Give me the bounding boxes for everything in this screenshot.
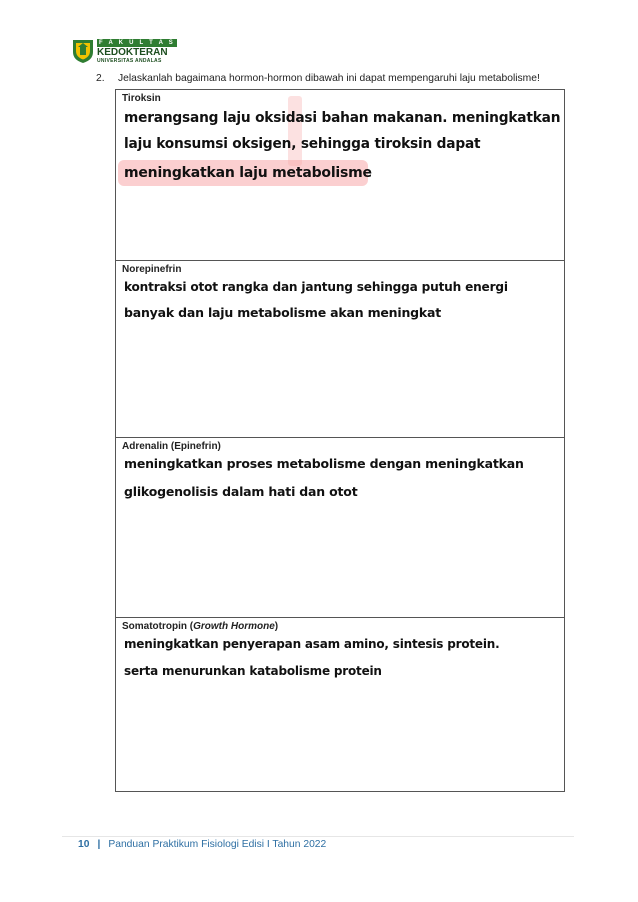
answer-cell-norepinefrin — [116, 260, 564, 437]
logo-university-text: UNIVERSITAS ANDALAS — [97, 57, 162, 64]
handwritten-answer-line: merangsang laju oksidasi bahan makanan. meningkatkan — [124, 110, 561, 126]
question-text: Jelaskanlah bagaimana hormon-hormon dibawah ini dapat mempengaruhi laju metabolisme! — [118, 73, 540, 84]
handwritten-answer-line: glikogenolisis dalam hati dan otot — [124, 484, 358, 499]
handwritten-answer-line: meningkatkan penyerapan asam amino, sintesis protein. — [124, 637, 500, 651]
footer-title: Panduan Praktikum Fisiologi Edisi I Tahun 2022 — [108, 839, 327, 850]
faculty-logo — [72, 38, 177, 64]
handwritten-answer-line: serta menurunkan katabolisme protein — [124, 664, 382, 678]
logo-name-text: KEDOKTERAN — [97, 46, 168, 58]
handwritten-answer-line: meningkatkan laju metabolisme — [124, 165, 372, 181]
footer-separator: | — [97, 839, 101, 850]
section-label: Tiroksin — [122, 93, 161, 104]
footer-divider — [62, 836, 574, 837]
answer-cell-tiroksin — [116, 90, 564, 260]
handwritten-answer-line: meningkatkan proses metabolisme dengan meningkatkan — [124, 456, 524, 471]
handwritten-answer-line: laju konsumsi oksigen, sehingga tiroksin dapat — [124, 136, 481, 152]
page-number: 10 — [78, 839, 90, 850]
section-label: Somatotropin (Growth Hormone) — [122, 621, 279, 632]
section-label: Adrenalin (Epinefrin) — [122, 441, 221, 452]
answer-cell-somatotropin — [116, 617, 564, 791]
handwritten-answer-line: kontraksi otot rangka dan jantung sehingga putuh energi — [124, 279, 508, 294]
page-footer — [78, 839, 326, 850]
handwritten-answer-line: banyak dan laju metabolisme akan meningkat — [124, 305, 442, 320]
question-number: 2. — [96, 73, 105, 84]
answer-cell-adrenalin — [116, 437, 564, 617]
question-prompt — [96, 73, 540, 84]
university-emblem-icon — [72, 38, 94, 64]
highlight-mark — [288, 96, 302, 166]
answer-table — [115, 89, 565, 792]
logo-faculty-text: F A K U L T A S — [99, 39, 175, 46]
section-label: Norepinefrin — [122, 264, 182, 275]
